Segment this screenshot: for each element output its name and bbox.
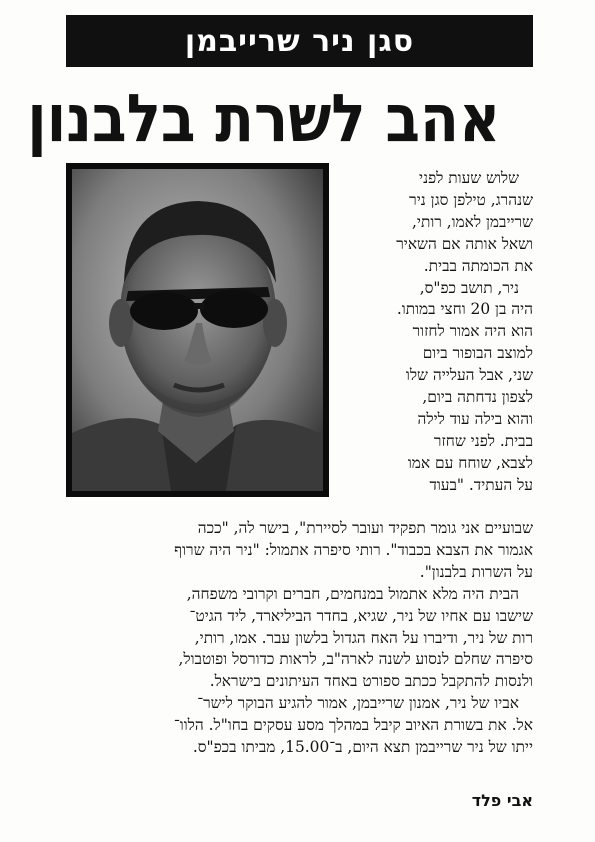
byline: אבי פלד bbox=[471, 791, 533, 810]
text-line: שנהרג, טילפן סגן ניר bbox=[409, 190, 533, 209]
portrait-image bbox=[66, 163, 329, 497]
text-line: סיפרה שחלם לנסוע לשנה לארה"ב, לראות כדורסל ופוטבול, bbox=[178, 650, 533, 669]
portrait-photo bbox=[66, 163, 329, 497]
text-line: הוא היה אמור לחזור bbox=[412, 322, 533, 341]
text-line: לצפון נדחתה ביום, bbox=[422, 388, 533, 407]
headline: אהב לשרת בלבנון bbox=[27, 80, 501, 157]
text-line: היה בן 20 וחצי במותו. bbox=[396, 300, 533, 319]
article-column bbox=[340, 168, 533, 497]
column-paragraph bbox=[340, 168, 533, 497]
text-line: את הכומתה בבית. bbox=[423, 256, 533, 275]
text-line: למוצב הבופור ביום bbox=[422, 344, 533, 363]
text-line: שני, אבל העלייה שלו bbox=[405, 366, 533, 385]
banner-title: סגן ניר שרייבמן bbox=[184, 23, 415, 59]
text-line: שלוש שעות לפני bbox=[419, 169, 519, 187]
text-line: בבית. לפני שחזר bbox=[433, 431, 533, 450]
text-line: ניר, תושב כפ"ס, bbox=[419, 278, 519, 297]
text-line: אגמור את הצבא בכבוד". רותי סיפרה אתמול: "ניר היה שרוף bbox=[174, 540, 533, 559]
text-line: ולנסות להתקבל ככתב ספורט באחד העיתונים בישראל. bbox=[209, 672, 533, 691]
name-banner bbox=[66, 15, 533, 67]
text-line: אביו של ניר, אמנון שרייבמן, אמור להגיע הבוקר לישר־ bbox=[197, 694, 519, 713]
text-line: רות של ניר, ודיברו על האח הגדול בלשון עבר. אמו, רותי, bbox=[194, 628, 533, 647]
text-line: על השרות בלבנון". bbox=[419, 562, 533, 581]
text-line: ושאל אותה אם השאיר bbox=[396, 234, 533, 253]
text-line: הבית היה מלא אתמול במנחמים, חברים וקרובי משפחה, bbox=[186, 584, 519, 603]
text-line: אל. את בשורת האיוב קיבל במהלך מסע עסקים בחו"ל. הלוו־ bbox=[173, 716, 533, 735]
text-line: והוא בילה עוד לילה bbox=[417, 409, 533, 428]
full-paragraph bbox=[66, 518, 533, 759]
text-line: שרייבמן לאמו, רותי, bbox=[412, 212, 533, 231]
article-full-width bbox=[66, 518, 533, 759]
text-line: ייתו של ניר שרייבמן תצא היום, ב־15.00, מביתו בכפ"ס. bbox=[192, 738, 533, 757]
text-line: שבועיים אני גומר תפקיד ועובר לסיירת", בישר לה, "ככה bbox=[197, 519, 533, 537]
text-line: על העתיד. "בעוד bbox=[429, 475, 533, 494]
text-line: לצבא, שוחח עם אמו bbox=[407, 453, 533, 472]
text-line: שישבו עם אחיו של ניר, שגיא, בחדר הביליארד, ליד הגיט־ bbox=[189, 606, 533, 625]
